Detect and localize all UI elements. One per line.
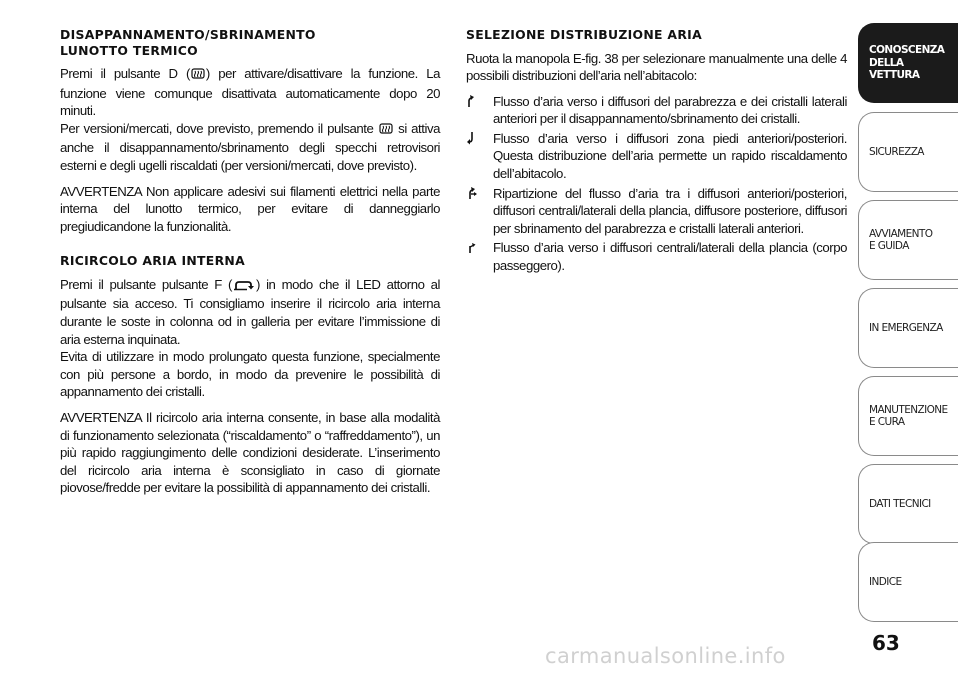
tab-in-emergenza[interactable]: IN EMERGENZA	[858, 288, 958, 368]
list-item: Flusso d’aria verso i diffusori del parabrezza e dei cristalli laterali anteriori per il disappannamento/sbrinamento dei cristalli.	[466, 93, 847, 128]
left-column	[60, 27, 440, 505]
section-heading-air-distribution: SELEZIONE DISTRIBUZIONE ARIA	[466, 27, 702, 42]
watermark: carmanualsonline.info	[545, 644, 786, 668]
tab-avviamento-guida[interactable]: AVVIAMENTO E GUIDA	[858, 200, 958, 280]
airflow-mixed-icon	[466, 186, 478, 205]
rear-defrost-icon	[379, 122, 393, 140]
warning-defrost: AVVERTENZA Non applicare adesivi sui filamenti elettrici nella parte interna del lunotto termico, per evitare di danneggiarlo pregiudicandone la funzionalità.	[60, 183, 440, 234]
section-heading-recirculation: RICIRCOLO ARIA INTERNA	[60, 253, 245, 269]
tab-dati-tecnici[interactable]: DATI TECNICI	[858, 464, 958, 544]
section-heading-defrost: DISAPPANNAMENTO/SBRINAMENTO LUNOTTO TERMICO	[60, 27, 316, 58]
tab-sicurezza[interactable]: SICUREZZA	[858, 112, 958, 192]
page-number: 63	[872, 631, 900, 655]
recirculation-icon	[233, 278, 255, 296]
airflow-feet-icon	[466, 131, 476, 150]
warning-recirculation: AVVERTENZA Il ricircolo aria interna consente, in base alla modalità di funzionamento selezionata (“riscaldamento” o “raffreddamento”), un più rapido raggiungimento delle condizioni desiderate. L’inserimento del ricircolo aria interna è sconsigliato in caso di giornate piovose/fredde per evitare la possibilità di appannamento dei cristalli.	[60, 410, 440, 496]
list-item: Flusso d’aria verso i diffusori centrali/laterali della plancia (corpo passeggero).	[466, 239, 847, 274]
tab-indice[interactable]: INDICE	[858, 542, 958, 622]
paragraph-air-distribution-intro: Ruota la manopola E-fig. 38 per selezionare manualmente una delle 4 possibili distribuzioni dell’aria nell’abitacolo:	[466, 50, 847, 84]
right-column	[466, 27, 847, 277]
list-item: Flusso d’aria verso i diffusori zona piedi anteriori/posteriori. Questa distribuzione dell’aria permette un rapido riscaldamento dell’abitacolo.	[466, 130, 847, 183]
rear-defrost-icon	[191, 67, 205, 85]
tab-conoscenza-vettura[interactable]: CONOSCENZA DELLA VETTURA	[858, 23, 958, 103]
tab-manutenzione-cura[interactable]: MANUTENZIONE E CURA	[858, 376, 958, 456]
list-item: Ripartizione del flusso d’aria tra i diffusori anteriori/posteriori, diffusori centrali/laterali della plancia, diffusore posteriore, diffusori per sbrinamento del parabrezza e cristalli laterali anteriori.	[466, 185, 847, 238]
paragraph-defrost: Premi il pulsante D ( ) per attivare/disattivare la funzione. La funzione viene comunque disattivata automaticamente dopo 20 minuti. Per versioni/mercati, dove previsto, premendo il pulsante si attiva anche il disappannamento/sbrinamento degli specchi retrovisori esterni e degli ugelli riscaldati (per versioni/mercati, dove previsto).	[60, 66, 440, 173]
airflow-windscreen-icon	[466, 94, 476, 113]
airflow-dashboard-icon	[466, 240, 476, 259]
paragraph-recirculation: Premi il pulsante pulsante F ( ) in modo che il LED attorno al pulsante sia acceso. Ti consigliamo inserire il ricircolo aria interna durante le soste in colonna od in galleria per evitare l’immissione di aria esterna inquinata. Evita di utilizzare in modo prolungato questa funzione, specialmente con più persone a bordo, in modo da prevenire le possibilità di appannamento dei cristalli.	[60, 276, 441, 400]
